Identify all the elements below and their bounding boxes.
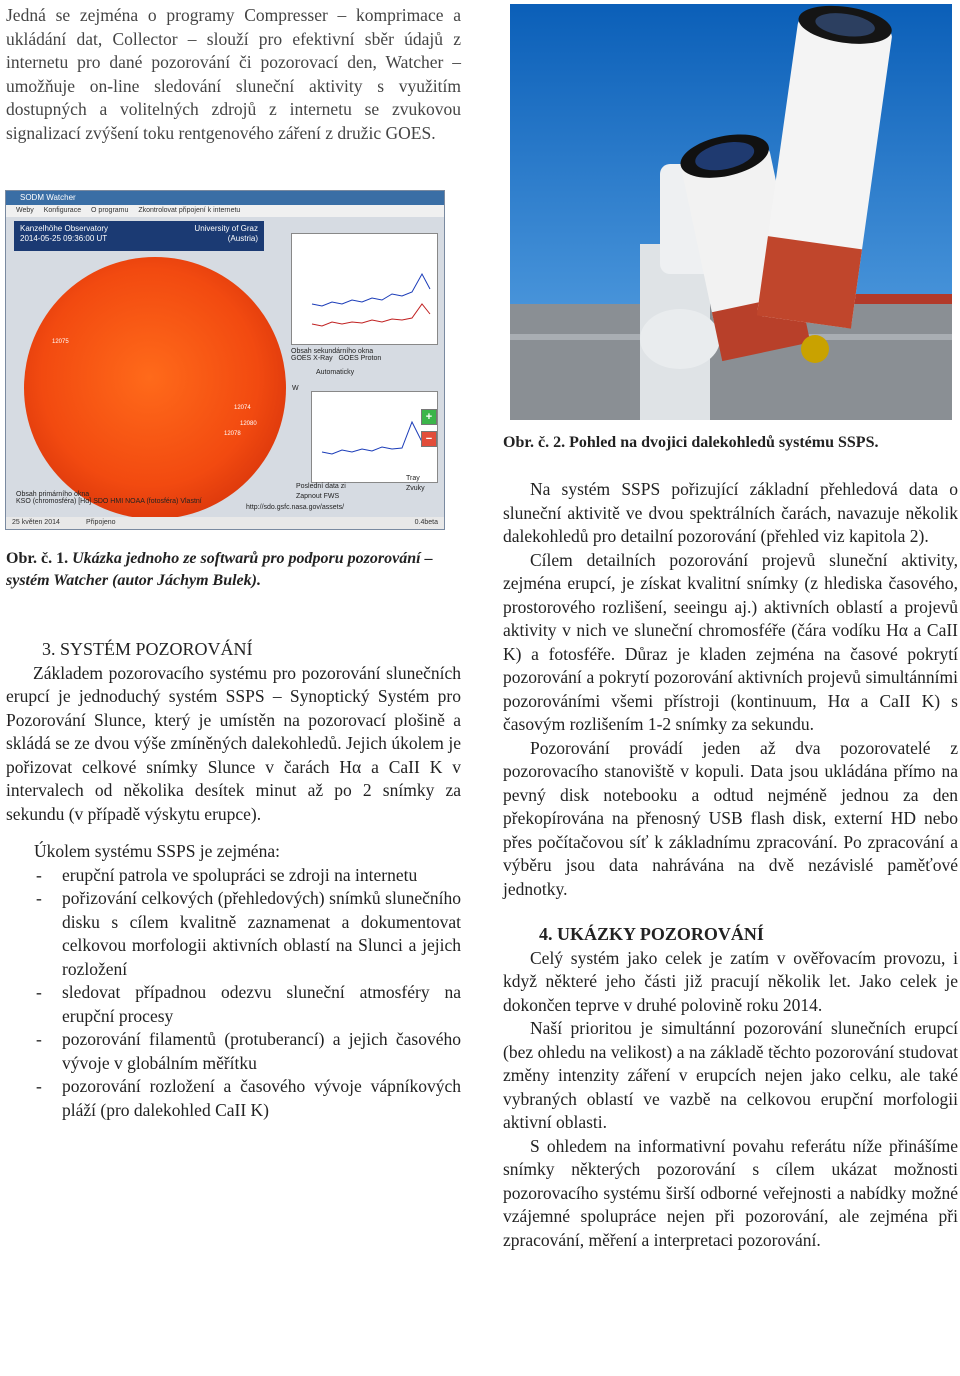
- proton-plot: [311, 391, 438, 483]
- tray-checkbox[interactable]: Tray: [406, 475, 420, 482]
- last-data-label: Poslední data zi: [296, 483, 346, 490]
- xray-plot-svg: [292, 234, 437, 344]
- observatory-name: Kanzelhöhe Observatory: [20, 224, 109, 233]
- window-menu: [6, 205, 444, 217]
- primary-window-group: [16, 491, 286, 505]
- list-item: - pozorování rozložení a časového vývoje vápníkových pláží (pro dalekohled CaII K): [6, 1075, 461, 1122]
- sources-label: Obsah primárního okna: [16, 491, 90, 498]
- right-paragraph-5: Naší prioritou je simultánní pozorování slunečních erupcí (bez ohledu na velikost) a na základě těchto pozorování studovat změny intenzity záření v erupcích nejen jako celku, ale také vybraných oblastí ve vazbě na celkovou erupční morfologii aktivní oblasti.: [503, 1018, 958, 1132]
- menu-item-check[interactable]: Zkontrolovat připojení k internetu: [138, 207, 241, 214]
- telescope-photo: [510, 4, 952, 420]
- right-paragraph-1: Na systém SSPS pořizující základní přehledová data o sluneční aktivitě ve dvou spektrálních čarách, navazuje několik dalekohledů pro detailní pozorování (přehled viz kapitola 2).: [503, 479, 958, 546]
- secondary-window-group: [291, 348, 381, 362]
- direction-label: W: [292, 385, 299, 392]
- fig1-caption-text: Ukázka jednoho ze softwarů pro podporu pozorování – systém Watcher (autor Jáchym Bulek).: [6, 550, 433, 589]
- right-paragraph-6: S ohledem na informativní povahu referátu níže přinášíme snímky některých pozorování s cílem ukázat možnosti pozorovacího systému širší odborné veřejnosti a nabídky možné vzájemné spolupráce nejen při pozorování, ale zejména při zpracování, měření a interpretaci pozorování.: [503, 1135, 958, 1250]
- sounds-checkbox[interactable]: Zvuky: [406, 485, 425, 492]
- window-title: SODM Watcher: [20, 193, 76, 202]
- source-option[interactable]: SDO HMI NOAA (fotosféra): [93, 498, 179, 505]
- zoom-out-button[interactable]: −: [421, 431, 437, 447]
- section3-heading: 3. SYSTÉM POZOROVÁNÍ: [42, 639, 253, 659]
- menu-item-about[interactable]: O programu: [91, 207, 129, 214]
- secondary-label: Obsah sekundárního okna: [291, 348, 374, 355]
- telescope-photo-svg: [510, 4, 952, 420]
- zoom-in-button[interactable]: +: [421, 409, 437, 425]
- statusbar: [6, 517, 444, 529]
- window-titlebar: [6, 191, 444, 205]
- source-option[interactable]: Vlastní: [180, 498, 202, 505]
- task-list: [6, 864, 461, 1123]
- xray-plot: [291, 233, 438, 345]
- fig1-caption-prefix: Obr. č. 1.: [6, 550, 69, 567]
- list-item: - pořizování celkových (přehledových) snímků slunečního disku s cílem kvalitně zaznamenat a dokumentovat celkovou morfologii aktivních oblastí na Slunci a jejich rozložení: [6, 887, 461, 981]
- goes-xray-option[interactable]: GOES X-Ray: [291, 355, 333, 362]
- observatory-timestamp: 2014-05-25 09:36:00 UT: [20, 234, 108, 243]
- right-paragraph-3: Pozorování provádí jeden až dva pozorovatelé z pozorovacího stanoviště v kopuli. Data jsou ukládána přímo na pevný disk notebooku a odtud nejméně jednou za den překopírována na přenosný USB flash disk, externí HD nebo přes počítačovou síť k základnímu zpracování. Po zpracování a výběru jsou data nahrávána na dvě nezávislé paměťové jednotky.: [503, 737, 958, 899]
- intro-text: Jedná se zejména o programy Compresser – komprimace a ukládání dat, Collector – slouží pro efektivní sběr údajů z internetu pro dané pozorování či pozorovací den, Watcher – umožňuje on-line sledování sluneční aktivity s využitím dostupných a volitelných zdrojů z internetu se zvukovou signalizací zvýšení toku rentgenového záření z družic GOES.: [6, 5, 461, 143]
- section3: [6, 638, 461, 1122]
- right-column: [503, 478, 958, 1252]
- source-option[interactable]: KSO (chromosféra) [Hα]: [16, 498, 92, 505]
- watcher-window-figure: [5, 190, 445, 530]
- spot-label: 12078: [224, 431, 241, 437]
- list-intro: Úkolem systému SSPS je zejména:: [34, 841, 280, 861]
- status-version: 0.4beta: [414, 519, 438, 526]
- observatory-banner: [14, 221, 264, 251]
- url-field[interactable]: http://sdo.gsfc.nasa.gov/assets/: [246, 504, 345, 511]
- list-item: - erupční patrola ve spolupráci se zdroji na internetu: [6, 864, 461, 888]
- right-paragraph-4: Celý systém jako celek je zatím v ověřovacím provozu, i když některé jeho části již pracují několik let. Jako celek je dokončen teprve v druhé polovině roku 2014.: [503, 947, 958, 1015]
- university-name: University of Graz (Austria): [194, 224, 258, 243]
- spot-label: 12074: [234, 405, 251, 411]
- fws-checkbox[interactable]: Zapnout FWS: [296, 493, 340, 500]
- status-date: 25 květen 2014: [12, 519, 60, 526]
- right-paragraph-2: Cílem detailních pozorování projevů sluneční aktivity, zejména erupcí, je získat kvalitní snímky (z hlediska časového, prostorového rozlišení, seeingu aj.) aktivních oblastí a projevů aktivity v nich ve sluneční chromosféře (čára vodíku Hα a CaII K) a fotosféře. Důraz je kladen zejména na časové pokrytí pozorování a pokrytí pozorování aktivních projevů simultánními pozorováními všemi přístroji (kontinuum, Hα a CaII K) s časovým rozlišením 1-2 snímky za sekundu.: [503, 549, 958, 734]
- fig1-caption: [6, 548, 461, 592]
- spot-label: 12075: [52, 339, 69, 345]
- section4-heading: 4. UKÁZKY POZOROVÁNÍ: [539, 924, 764, 944]
- menu-item-web[interactable]: Weby: [16, 207, 34, 214]
- fig2-caption: Obr. č. 2. Pohled na dvojici dalekohledů systému SSPS.: [503, 434, 879, 451]
- status-connection: Připojeno: [86, 519, 116, 526]
- section3-paragraph: Základem pozorovacího systému pro pozorování slunečních erupcí je jednoduchý systém SSPS – Synoptický Systém pro Pozorování Slunce, který je umístěn na pozorovací plošině a skládá se ze dvou výše zmíněných dalekohledů. Jejich úkolem je pořizovat celkové snímky Slunce v čarách Hα a CaII K v intervalech od několika desítek minut až po 2 snímky za sekundu (v případě výskytu erupce).: [6, 662, 461, 824]
- intro-paragraph: [6, 4, 461, 145]
- list-item: - sledovat případnou odezvu sluneční atmosféry na erupční procesy: [6, 981, 461, 1028]
- menu-item-config[interactable]: Konfigurace: [43, 207, 82, 214]
- list-item: - pozorování filamentů (protuberancí) a jejich časového vývoje v globálním měřítku: [6, 1028, 461, 1075]
- goes-proton-option[interactable]: GOES Proton: [338, 355, 382, 362]
- automatic-checkbox[interactable]: Automaticky: [316, 369, 355, 376]
- spot-label: 12080: [240, 421, 257, 427]
- proton-plot-svg: [312, 392, 437, 482]
